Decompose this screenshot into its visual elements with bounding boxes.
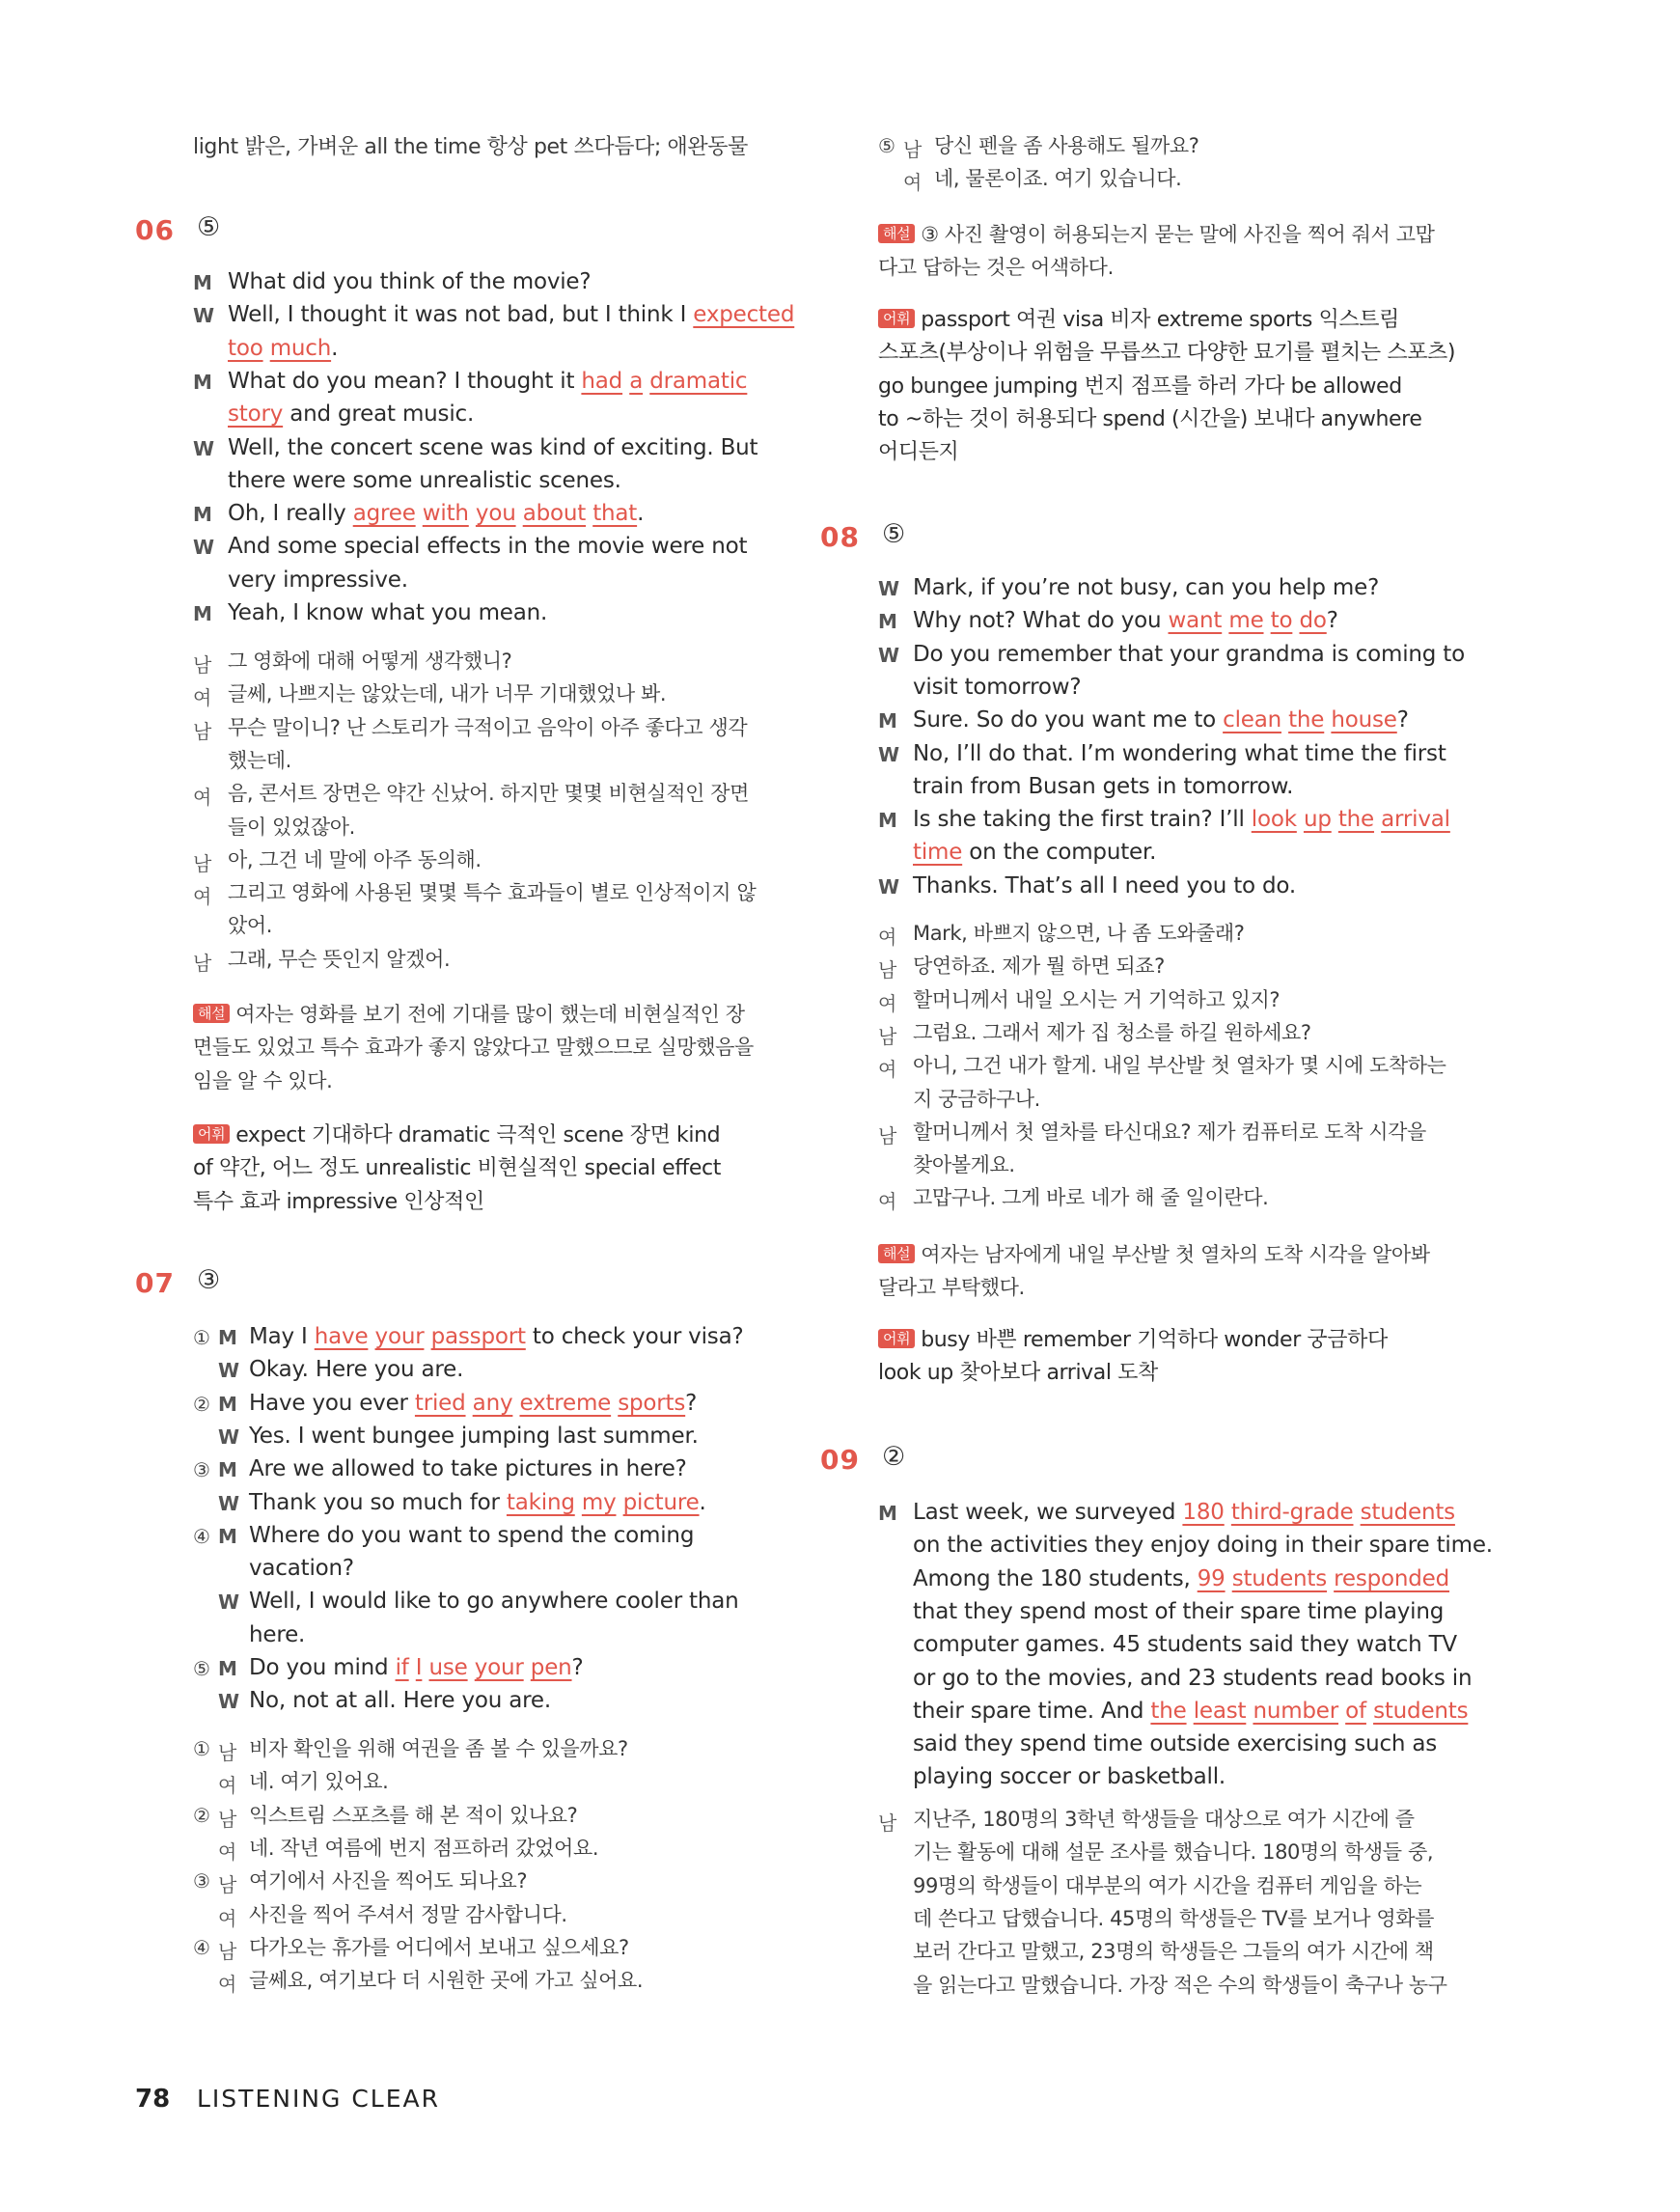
item-number: ② — [193, 1803, 210, 1827]
q07-answer: ③ — [197, 1265, 221, 1295]
dialog-text: and great music. — [283, 401, 475, 428]
answer-blank: extreme — [519, 1390, 612, 1416]
dialog-text: visit tomorrow? — [913, 674, 1082, 700]
answer-blank: my — [581, 1489, 617, 1515]
dialog-text: . — [331, 335, 339, 361]
answer-blank: do — [1299, 608, 1327, 634]
speaker-label: 여 — [878, 1058, 897, 1082]
dialog-line — [913, 1595, 1444, 1628]
explanation-line: 면들도 있었고 특수 효과가 좋지 않았다고 말했으므로 실망했음을 — [193, 1036, 754, 1060]
item-number: ⑤ — [878, 134, 895, 157]
dialog-line — [913, 604, 1338, 637]
dialog-line — [913, 1695, 1468, 1728]
speaker-label: 남 — [193, 851, 212, 875]
speaker-label: 여 — [193, 686, 212, 710]
q06-number: 06 — [135, 214, 175, 246]
dialog-line — [913, 870, 1296, 902]
korean-line: 익스트림 스포츠를 해 본 적이 있나요? — [249, 1803, 578, 1827]
answer-blank: agree — [352, 501, 416, 527]
answer-blank: third-grade — [1230, 1500, 1354, 1525]
dialog-line — [249, 1387, 697, 1420]
answer-blank: sports — [618, 1390, 686, 1416]
speaker-label: 남 — [218, 1741, 237, 1764]
korean-line: 기는 활동에 대해 설문 조사를 했습니다. 180명의 학생들 중, — [913, 1840, 1434, 1865]
item-number: ② — [193, 1392, 210, 1416]
dialog-text: that they spend most of their spare time playing — [913, 1598, 1445, 1624]
dialog-line — [249, 1420, 699, 1452]
item-number: ④ — [193, 1524, 210, 1548]
dialog-text: What do you mean? I thought it — [228, 368, 582, 394]
korean-line: 았어. — [228, 914, 273, 938]
answer-blank: arrival — [1381, 807, 1450, 833]
speaker-label: M — [218, 1458, 237, 1482]
korean-line: 음, 콘서트 장면은 약간 신났어. 하지만 몇몇 비현실적인 장면 — [228, 782, 750, 806]
answer-blank: to — [1270, 608, 1293, 634]
korean-line: 네, 물론이죠. 여기 있습니다. — [934, 167, 1182, 191]
dialog-line — [228, 564, 408, 596]
dialog-line — [913, 1562, 1449, 1595]
korean-line: 99명의 학생들이 대부분의 여가 시간을 컴퓨터 게임을 하는 — [913, 1873, 1422, 1897]
q06-answer: ⑤ — [197, 212, 221, 242]
answer-blank: that — [592, 501, 638, 527]
dialog-line — [228, 365, 747, 398]
dialog-text: No, I’ll do that. I’m wondering what time the first — [913, 740, 1446, 766]
dialog-line — [249, 1552, 354, 1585]
item-number: ④ — [193, 1935, 210, 1959]
answer-blank: want — [1168, 608, 1223, 634]
speaker-label: 남 — [218, 1939, 237, 1963]
korean-line: 당연하죠. 제가 뭘 하면 되죠? — [913, 954, 1165, 979]
dialog-text: train from Busan gets in tomorrow. — [913, 773, 1294, 799]
explanation-tag: 해설 — [193, 1004, 230, 1023]
speaker-label: 여 — [193, 786, 212, 810]
korean-line: 그리고 영화에 사용된 몇몇 특수 효과들이 별로 인상적이지 않 — [228, 881, 757, 905]
answer-blank: students — [1231, 1565, 1328, 1591]
dialog-text: vacation? — [249, 1556, 354, 1582]
dialog-line — [913, 1760, 1226, 1793]
korean-line: Mark, 바쁘지 않으면, 나 좀 도와줄래? — [913, 922, 1245, 945]
dialog-line — [913, 671, 1081, 704]
answer-blank: much — [269, 335, 332, 361]
dialog-text: computer games. 45 students said they watch TV — [913, 1632, 1457, 1658]
korean-line: 사진을 찍어 주셔서 정말 감사합니다. — [249, 1902, 567, 1926]
dialog-line — [913, 1628, 1457, 1661]
dialog-text: Where do you want to spend the coming — [249, 1522, 695, 1548]
speaker-label: M — [878, 1502, 897, 1525]
speaker-label: M — [193, 271, 212, 294]
book-title: LISTENING CLEAR — [197, 2085, 440, 2113]
explanation-line: 해설 여자는 남자에게 내일 부산발 첫 열차의 도착 시각을 알아봐 — [878, 1238, 1430, 1271]
dialog-text: Among the 180 students, — [913, 1565, 1198, 1591]
dialog-line — [249, 1486, 706, 1519]
answer-blank: have — [314, 1324, 369, 1349]
korean-line: 다가오는 휴가를 어디에서 보내고 싶으세요? — [249, 1935, 629, 1959]
dialog-text: on the computer. — [962, 840, 1157, 866]
korean-line: 그래, 무슨 뜻인지 알겠어. — [228, 947, 451, 971]
dialog-text: ? — [571, 1655, 584, 1680]
top-vocab-line: light 밝은, 가벼운 all the time 항상 pet 쓰다듬다; 애완동물 — [193, 135, 748, 159]
vocab-tag: 어휘 — [878, 309, 915, 328]
speaker-label: W — [218, 1690, 240, 1714]
dialog-text: . — [699, 1489, 706, 1515]
dialog-text: playing soccer or basketball. — [913, 1764, 1226, 1790]
vocab-line: look up 찾아보다 arrival 도착 — [878, 1361, 1158, 1386]
speaker-label: M — [218, 1392, 237, 1416]
answer-blank: use — [428, 1655, 468, 1680]
dialog-text: Well, the concert scene was kind of exciting. But — [228, 434, 758, 460]
dialog-text: their spare time. And — [913, 1698, 1151, 1724]
dialog-line — [913, 1529, 1493, 1562]
dialog-line — [913, 737, 1446, 770]
dialog-text: Have you ever — [249, 1390, 415, 1416]
speaker-label: M — [218, 1524, 237, 1548]
q08-number: 08 — [820, 521, 860, 553]
speaker-label: 여 — [218, 1906, 237, 1930]
speaker-label: 여 — [193, 885, 212, 909]
korean-line: 글쎄요, 여기보다 더 시원한 곳에 가고 싶어요. — [249, 1969, 644, 1993]
speaker-label: 남 — [193, 653, 212, 677]
answer-blank: the — [1288, 707, 1325, 733]
dialog-line — [228, 464, 621, 497]
speaker-label: W — [218, 1359, 240, 1383]
dialog-line — [913, 638, 1465, 671]
explanation-line: 해설 ③ 사진 촬영이 허용되는지 묻는 말에 사진을 찍어 줘서 고맙 — [878, 218, 1434, 251]
dialog-text: Do you remember that your grandma is coming to — [913, 641, 1465, 667]
answer-blank: your — [374, 1324, 425, 1349]
korean-line: 찾아볼게요. — [913, 1153, 1015, 1177]
speaker-label: W — [218, 1590, 240, 1615]
answer-blank: story — [228, 401, 284, 428]
answer-blank: number — [1253, 1698, 1339, 1724]
q07-number: 07 — [135, 1267, 175, 1299]
dialog-text: Sure. So do you want me to — [913, 707, 1224, 733]
dialog-line — [228, 431, 757, 464]
speaker-label: 남 — [193, 719, 212, 743]
speaker-label: M — [878, 709, 897, 733]
korean-line: 을 읽는다고 말했습니다. 가장 적은 수의 학생들이 축구나 농구 — [913, 1973, 1447, 1997]
vocab-tag: 어휘 — [878, 1329, 915, 1348]
dialog-text: ? — [1396, 707, 1409, 733]
dialog-text: Oh, I really — [228, 501, 353, 527]
answer-blank: dramatic — [649, 368, 748, 394]
answer-blank: me — [1228, 608, 1264, 634]
answer-blank: house — [1331, 707, 1397, 733]
speaker-label: 여 — [218, 1774, 237, 1798]
dialog-text: Thank you so much for — [249, 1489, 507, 1515]
dialog-text: Well, I thought it was not bad, but I think I — [228, 302, 694, 328]
dialog-text: Thanks. That’s all I need you to do. — [913, 872, 1296, 899]
korean-line: 여기에서 사진을 찍어도 되나요? — [249, 1869, 528, 1894]
answer-blank: about — [522, 501, 587, 527]
speaker-label: 여 — [903, 171, 923, 195]
korean-line: 데 쓴다고 답했습니다. 45명의 학생들은 TV를 보거나 영화를 — [913, 1906, 1435, 1930]
korean-line: 무슨 말이니? 난 스토리가 극적이고 음악이 아주 좋다고 생각 — [228, 715, 748, 739]
q09-number: 09 — [820, 1444, 860, 1476]
korean-line: 네. 여기 있어요. — [249, 1770, 389, 1794]
vocab-line: to ~하는 것이 허용되다 spend (시간을) 보내다 anywhere — [878, 406, 1422, 431]
answer-blank: expected — [693, 302, 795, 328]
dialog-line — [913, 1662, 1472, 1695]
dialog-line — [249, 1519, 694, 1552]
speaker-label: 남 — [878, 1811, 897, 1835]
explanation-line: 해설 여자는 영화를 보기 전에 기대를 많이 했는데 비현실적인 장 — [193, 998, 745, 1031]
answer-blank: I — [415, 1655, 423, 1680]
dialog-line — [913, 571, 1379, 604]
speaker-label: 남 — [218, 1807, 237, 1831]
answer-blank: taking — [506, 1489, 575, 1515]
korean-line: 당신 펜을 좀 사용해도 될까요? — [934, 134, 1199, 157]
answer-blank: had — [581, 368, 623, 394]
speaker-label: M — [193, 370, 212, 394]
explanation-line: 임을 알 수 있다. — [193, 1068, 333, 1092]
korean-line: 할머니께서 첫 열차를 타신대요? 제가 컴퓨터로 도착 시각을 — [913, 1120, 1426, 1144]
speaker-label: 여 — [878, 991, 897, 1015]
dialog-line — [913, 836, 1156, 869]
vocab-line: go bungee jumping 번지 점프를 하러 가다 be allowed — [878, 373, 1402, 399]
dialog-text: Do you mind — [249, 1655, 396, 1680]
answer-blank: students — [1360, 1500, 1455, 1525]
answer-blank: the — [1150, 1698, 1187, 1724]
answer-blank: your — [474, 1655, 524, 1680]
dialog-text: May I — [249, 1324, 315, 1349]
answer-blank: a — [629, 368, 644, 394]
answer-blank: time — [913, 840, 963, 866]
dialog-line — [228, 298, 794, 331]
vocab-line: 스포츠(부상이나 위험을 무릅쓰고 다양한 묘기를 펼치는 스포츠) — [878, 341, 1456, 366]
dialog-line — [228, 265, 591, 298]
vocab-line: 어휘 busy 바쁜 remember 기억하다 wonder 궁금하다 — [878, 1324, 1388, 1357]
dialog-line — [228, 398, 474, 430]
speaker-label: 여 — [218, 1973, 237, 1997]
answer-blank: 180 — [1182, 1500, 1225, 1525]
dialog-text: or go to the movies, and 23 students read books in — [913, 1665, 1473, 1691]
dialog-line — [249, 1452, 687, 1485]
answer-blank: if — [395, 1655, 409, 1680]
item-number: ③ — [193, 1869, 210, 1894]
speaker-label: M — [193, 602, 212, 625]
dialog-text: very impressive. — [228, 567, 408, 593]
answer-blank: pen — [530, 1655, 572, 1680]
answer-blank: look — [1251, 807, 1297, 833]
dialog-line — [249, 1684, 551, 1717]
dialog-line — [249, 1618, 305, 1651]
dialog-text: Well, I would like to go anywhere cooler than — [249, 1589, 739, 1615]
answer-blank: with — [422, 501, 469, 527]
korean-line: 아니, 그건 내가 할게. 내일 부산발 첫 열차가 몇 시에 도착하는 — [913, 1054, 1446, 1078]
dialog-text: Mark, if you’re not busy, can you help me? — [913, 575, 1380, 600]
speaker-label: M — [193, 503, 212, 527]
dialog-line — [228, 497, 644, 530]
dialog-text: No, not at all. Here you are. — [249, 1688, 551, 1714]
speaker-label: W — [878, 742, 900, 766]
dialog-line — [249, 1320, 743, 1353]
dialog-text: Yes. I went bungee jumping last summer. — [249, 1423, 699, 1449]
explanation-tag: 해설 — [878, 224, 915, 243]
answer-blank: responded — [1334, 1565, 1450, 1591]
answer-blank: any — [472, 1390, 513, 1416]
dialog-text: Yeah, I know what you mean. — [228, 600, 548, 625]
vocab-tag: 어휘 — [193, 1124, 230, 1144]
speaker-label: W — [878, 874, 900, 899]
dialog-text: Why not? What do you — [913, 608, 1169, 634]
korean-line: 네. 작년 여름에 번지 점프하러 갔었어요. — [249, 1836, 599, 1860]
speaker-label: 남 — [218, 1873, 237, 1897]
dialog-text: . — [637, 501, 645, 527]
speaker-label: 남 — [878, 1123, 897, 1147]
dialog-line — [913, 1728, 1437, 1760]
item-number: ① — [193, 1737, 210, 1760]
answer-blank: up — [1303, 807, 1332, 833]
speaker-label: M — [878, 809, 897, 833]
speaker-label: M — [218, 1326, 237, 1349]
dialog-text: to check your visa? — [525, 1324, 744, 1349]
korean-line: 보러 간다고 말했고, 23명의 학생들은 그들의 여가 시간에 책 — [913, 1940, 1434, 1964]
korean-line: 글쎄, 나쁘지는 않았는데, 내가 너무 기대했었나 봐. — [228, 682, 667, 706]
vocab-line: 특수 효과 impressive 인상적인 — [193, 1189, 484, 1214]
speaker-label: W — [193, 304, 215, 328]
dialog-line — [913, 704, 1409, 736]
korean-line: 지난주, 180명의 3학년 학생들을 대상으로 여가 시간에 즐 — [913, 1808, 1415, 1831]
explanation-tag: 해설 — [878, 1244, 915, 1263]
dialog-text: there were some unrealistic scenes. — [228, 467, 621, 493]
answer-blank: tried — [414, 1390, 466, 1416]
speaker-label: W — [218, 1491, 240, 1515]
speaker-label: W — [878, 643, 900, 667]
answer-blank: 99 — [1197, 1565, 1226, 1591]
dialog-text: Okay. Here you are. — [249, 1357, 464, 1383]
answer-blank: too — [228, 335, 263, 361]
answer-blank: clean — [1223, 707, 1281, 733]
answer-blank: least — [1193, 1698, 1247, 1724]
korean-line: 했는데. — [228, 748, 291, 772]
speaker-label: W — [878, 577, 900, 600]
korean-line: 비자 확인을 위해 여권을 좀 볼 수 있을까요? — [249, 1737, 628, 1760]
dialog-text: ? — [685, 1390, 698, 1416]
dialog-line — [913, 1496, 1455, 1529]
vocab-line: of 약간, 어느 정도 unrealistic 비현실적인 special effect — [193, 1156, 721, 1181]
korean-line: 아, 그건 네 말에 아주 동의해. — [228, 847, 482, 871]
answer-blank: you — [475, 501, 516, 527]
dialog-text: here. — [249, 1621, 306, 1647]
korean-line: 들이 있었잖아. — [228, 815, 355, 839]
vocab-line: 어휘 passport 여권 visa 비자 extreme sports 익스트림 — [878, 304, 1399, 337]
korean-line: 지 궁금하구나. — [913, 1087, 1040, 1111]
speaker-label: M — [218, 1657, 237, 1680]
page-number: 78 — [135, 2085, 171, 2114]
dialog-line — [249, 1585, 739, 1618]
dialog-line — [249, 1353, 463, 1386]
answer-blank: picture — [622, 1489, 700, 1515]
vocab-line: 어디든지 — [878, 440, 959, 465]
dialog-line — [913, 803, 1450, 836]
speaker-label: 남 — [903, 138, 923, 161]
item-number: ③ — [193, 1458, 210, 1482]
dialog-text: And some special effects in the movie were not — [228, 534, 748, 560]
speaker-label: 남 — [193, 951, 212, 975]
answer-blank: passport — [430, 1324, 526, 1349]
dialog-line — [913, 770, 1293, 803]
speaker-label: 남 — [878, 958, 897, 982]
answer-blank: of — [1345, 1698, 1366, 1724]
dialog-line — [228, 530, 747, 563]
dialog-text: Last week, we surveyed — [913, 1500, 1183, 1525]
speaker-label: 여 — [218, 1839, 237, 1864]
explanation-line: 달라고 부탁했다. — [878, 1276, 1025, 1300]
speaker-label: 남 — [878, 1024, 897, 1048]
korean-line: 할머니께서 내일 오시는 거 기억하고 있지? — [913, 987, 1281, 1011]
item-number: ① — [193, 1326, 210, 1349]
korean-line: 그 영화에 대해 어떻게 생각했니? — [228, 650, 512, 673]
dialog-text: ? — [1326, 608, 1338, 634]
q09-answer: ② — [882, 1442, 906, 1472]
speaker-label: 여 — [878, 926, 897, 949]
dialog-line — [249, 1651, 584, 1684]
dialog-text: Is she taking the first train? I’ll — [913, 807, 1252, 833]
item-number: ⑤ — [193, 1657, 210, 1680]
q08-answer: ⑤ — [882, 519, 906, 549]
vocab-line: 어휘 expect 기대하다 dramatic 극적인 scene 장면 kind — [193, 1120, 720, 1152]
dialog-text: on the activities they enjoy doing in their spare time. — [913, 1533, 1493, 1559]
speaker-label: W — [193, 536, 215, 560]
speaker-label: W — [218, 1424, 240, 1449]
explanation-line: 다고 답하는 것은 어색하다. — [878, 256, 1114, 280]
speaker-label: M — [878, 610, 897, 634]
dialog-line — [228, 332, 338, 365]
dialog-text: said they spend time outside exercising such as — [913, 1731, 1438, 1757]
answer-blank: the — [1337, 807, 1375, 833]
dialog-text: Are we allowed to take pictures in here? — [249, 1456, 687, 1482]
speaker-label: 여 — [878, 1190, 897, 1214]
answer-blank: students — [1373, 1698, 1469, 1724]
korean-line: 고맙구나. 그게 바로 네가 해 줄 일이란다. — [913, 1186, 1269, 1210]
dialog-line — [228, 596, 547, 629]
dialog-text: What did you think of the movie? — [228, 269, 592, 294]
korean-line: 그럼요. 그래서 제가 집 청소를 하길 원하세요? — [913, 1020, 1311, 1044]
speaker-label: W — [193, 436, 215, 460]
